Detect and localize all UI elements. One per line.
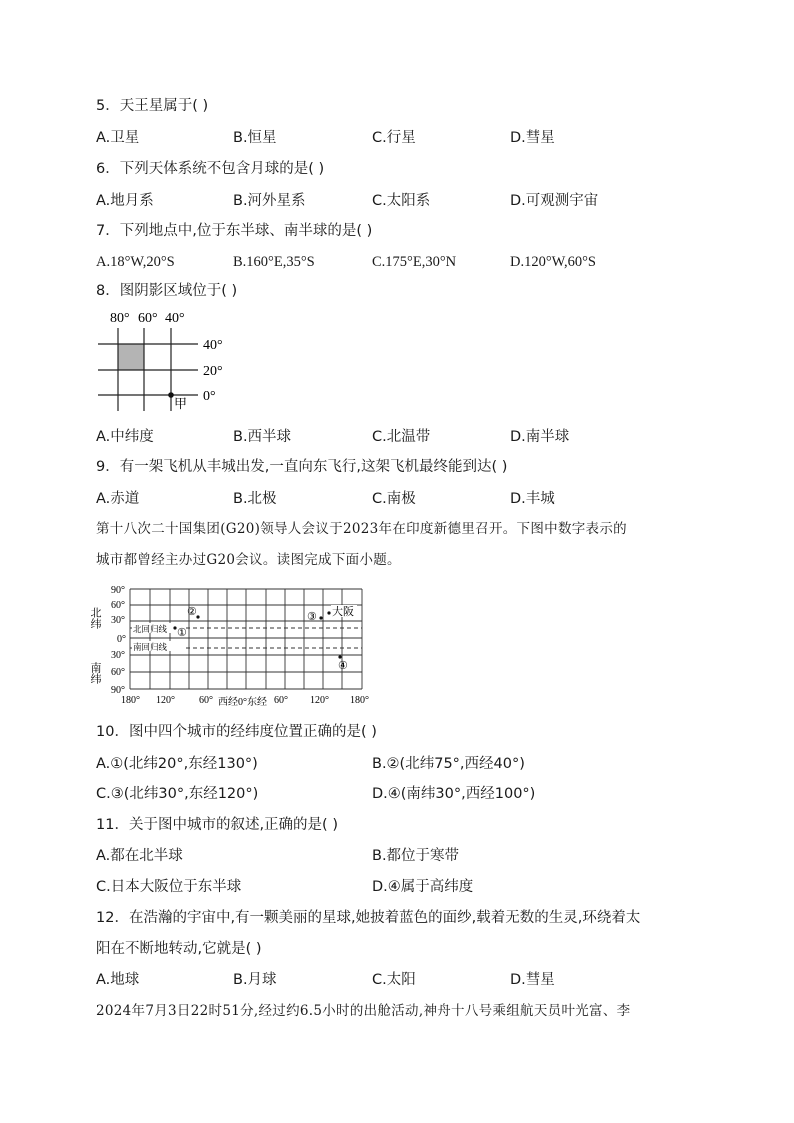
shaded-region — [118, 344, 144, 370]
q12-option-b[interactable]: B.月球 — [233, 972, 277, 988]
q12-option-d[interactable]: D.彗星 — [510, 972, 555, 988]
fig1-point-label: 甲 — [174, 396, 188, 411]
shenzhou-passage-line-1: 2024年7月3日22时51分,经过约6.5小时的出舱活动,神舟十八号乘组航天员叶光富、李 — [96, 1003, 631, 1019]
q11-option-c[interactable]: C.日本大阪位于东半球 — [96, 879, 242, 895]
lon-label-60e: 60° — [274, 695, 288, 706]
g20-passage-line-2: 城市都曾经主办过G20会议。读图完成下面小题。 — [96, 552, 401, 568]
q9-option-c[interactable]: C.南极 — [372, 491, 416, 507]
q5-option-a[interactable]: A.卫星 — [96, 130, 140, 146]
q7-option-a[interactable]: A.18°W,20°S — [96, 254, 175, 270]
q12-option-a[interactable]: A.地球 — [96, 972, 140, 988]
question-11-stem: 11．关于图中城市的叙述,正确的是( ) — [96, 817, 338, 833]
q6-option-a[interactable]: A.地月系 — [96, 193, 154, 209]
q11-option-d[interactable]: D.④属于高纬度 — [372, 879, 474, 895]
q7-option-c[interactable]: C.175°E,30°N — [372, 254, 457, 270]
fig1-lat-label-40: 40° — [203, 338, 223, 353]
fig1-lon-label-40: 40° — [165, 311, 185, 326]
q8-option-a[interactable]: A.中纬度 — [96, 429, 154, 445]
question-7-stem: 7．下列地点中,位于东半球、南半球的是( ) — [96, 223, 373, 239]
tropic-south-label: 南回归线 — [133, 642, 168, 652]
lat-label-30n: 30° — [111, 615, 125, 626]
q8-option-c[interactable]: C.北温带 — [372, 429, 431, 445]
q9-option-a[interactable]: A.赤道 — [96, 491, 140, 507]
lon-label-180e: 180° — [350, 695, 369, 706]
city-2-label: ② — [187, 606, 197, 618]
lon-label-180w: 180° — [121, 695, 140, 706]
lat-label-60s: 60° — [111, 667, 125, 678]
north-lat-label: 北纬 — [89, 607, 101, 629]
g20-passage-line-1: 第十八次二十国集团(G20)领导人会议于2023年在印度新德里召开。下图中数字表示的 — [96, 521, 627, 537]
fig1-lat-label-0: 0° — [203, 389, 216, 404]
q10-option-d[interactable]: D.④(南纬30°,西经100°) — [372, 786, 536, 802]
q11-option-b[interactable]: B.都位于寒带 — [372, 848, 460, 864]
q6-option-b[interactable]: B.河外星系 — [233, 193, 306, 209]
south-lat-label: 南纬 — [89, 662, 101, 684]
q6-option-d[interactable]: D.可观测宇宙 — [510, 193, 599, 209]
q12-option-c[interactable]: C.太阳 — [372, 972, 416, 988]
fig1-lon-label-80: 80° — [110, 311, 130, 326]
q7-option-d[interactable]: D.120°W,60°S — [510, 254, 596, 270]
question-12-stem: 12．在浩瀚的宇宙中,有一颗美丽的星球,她披着蓝色的面纱,载着无数的生灵,环绕着太 — [96, 910, 641, 926]
question-10-stem: 10．图中四个城市的经纬度位置正确的是( ) — [96, 724, 377, 740]
lon-label-120w: 120° — [156, 695, 175, 706]
question-9-stem: 9．有一架飞机从丰城出发,一直向东飞行,这架飞机最终能到达( ) — [96, 459, 508, 475]
q8-option-b[interactable]: B.西半球 — [233, 429, 292, 445]
q10-option-b[interactable]: B.②(北纬75°,西经40°) — [372, 756, 525, 772]
city-3-label: ③ — [307, 611, 317, 623]
q5-option-b[interactable]: B.恒星 — [233, 130, 277, 146]
city-4-marker — [338, 655, 341, 658]
lon-label-60w: 60° — [199, 695, 213, 706]
tropic-north-label: 北回归线 — [133, 624, 168, 634]
q5-option-c[interactable]: C.行星 — [372, 130, 416, 146]
q8-option-d[interactable]: D.南半球 — [510, 429, 570, 445]
question-6-stem: 6．下列天体系统不包含月球的是( ) — [96, 161, 325, 177]
q9-option-b[interactable]: B.北极 — [233, 491, 277, 507]
city-2-marker — [196, 615, 199, 618]
city-3-marker — [319, 616, 322, 619]
point-jia-marker — [168, 392, 174, 398]
latlon-grid-figure — [92, 306, 242, 414]
lat-label-0: 0° — [117, 634, 126, 645]
osaka-label: 大阪 — [332, 606, 354, 618]
q5-option-d[interactable]: D.彗星 — [510, 130, 555, 146]
lat-label-90s: 90° — [111, 685, 125, 696]
q11-option-a[interactable]: A.都在北半球 — [96, 848, 183, 864]
city-1-label: ① — [177, 627, 187, 639]
q6-option-c[interactable]: C.太阳系 — [372, 193, 431, 209]
fig1-lat-label-20: 20° — [203, 364, 223, 379]
fig1-lon-label-60: 60° — [138, 311, 158, 326]
city-4-label: ④ — [338, 660, 348, 672]
world-grid-figure — [89, 582, 382, 710]
q7-option-b[interactable]: B.160°E,35°S — [233, 254, 315, 270]
q9-option-d[interactable]: D.丰城 — [510, 491, 555, 507]
q10-option-a[interactable]: A.①(北纬20°,东经130°) — [96, 756, 258, 772]
question-8-stem: 8．图阴影区域位于( ) — [96, 283, 238, 299]
lat-label-90n: 90° — [111, 585, 125, 596]
q10-option-c[interactable]: C.③(北纬30°,东经120°) — [96, 786, 259, 802]
question-12-stem-cont: 阳在不断地转动,它就是( ) — [96, 941, 262, 957]
osaka-marker — [327, 611, 330, 614]
lon-center-label: 西经0°东经 — [218, 697, 267, 708]
question-5-stem: 5．天王星属于( ) — [96, 98, 209, 114]
lat-label-30s: 30° — [111, 650, 125, 661]
lon-label-120e: 120° — [310, 695, 329, 706]
lat-label-60n: 60° — [111, 600, 125, 611]
